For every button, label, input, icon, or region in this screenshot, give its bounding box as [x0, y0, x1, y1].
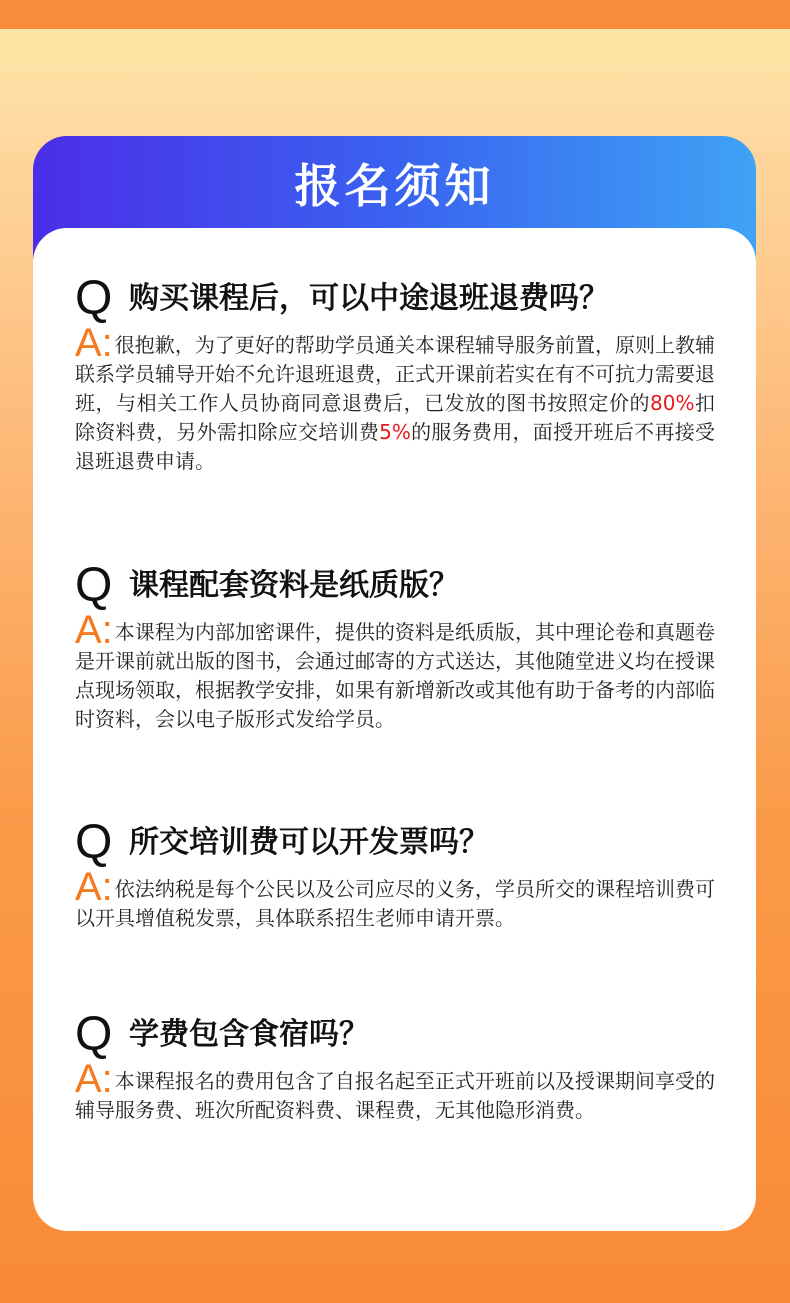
question-text: 所交培训费可以开发票吗？ [129, 825, 489, 860]
faq-item-refund [75, 271, 715, 476]
answer-segment: 本课程报名的费用包含了自报名起至正式开班前以及授课期间享受的辅导服务费、班次所配资料费、课程费，无其他隐形消费。 [75, 1069, 715, 1122]
answer-segment: 本课程为内部加密课件，提供的资料是纸质版，其中理论卷和真题卷是开课前就出版的图书，会通过邮寄的方式送达，其他随堂进义均在授课点现场领取，根据教学安排，如果有新增新改或其他有助于备考的内部临时资料，会以电子版形式发给学员。 [75, 620, 715, 731]
question-marker: Q [75, 272, 113, 325]
answer-text [75, 865, 715, 933]
answer-marker: A: [75, 608, 113, 652]
question-text: 课程配套资料是纸质版？ [129, 568, 459, 603]
answer-segment: 依法纳税是每个公民以及公司应尽的义务，学员所交的课程培训费可以开具增值税发票，具体联系招生老师申请开票。 [75, 877, 715, 930]
question-text: 购买课程后，可以中途退班退费吗？ [129, 281, 609, 316]
question-marker: Q [75, 816, 113, 869]
faq-list [33, 228, 756, 1231]
highlight-percent: 80% [650, 391, 695, 415]
faq-item-invoice [75, 815, 715, 933]
question-text: 学费包含食宿吗？ [129, 1017, 369, 1052]
answer-segment: 很抱歉，为了更好的帮助学员通关本课程辅导服务前置，原则上教辅联系学员辅导开始不允许退班退费，正式开课前若实在有不可抗力需要退班，与相关工作人员协商同意退费后，已发放的图书按照定价的 [75, 333, 715, 415]
faq-item-materials [75, 558, 715, 734]
answer-text [75, 1057, 715, 1125]
question-marker: Q [75, 1008, 113, 1061]
answer-text [75, 321, 716, 476]
page-title: 报名须知 [294, 159, 495, 213]
answer-marker: A: [75, 1057, 113, 1101]
answer-segment: 扣除资料费，另外需扣除应交培训费 [75, 391, 716, 444]
notice-card [33, 136, 756, 1231]
answer-text [75, 608, 715, 734]
answer-marker: A: [75, 865, 113, 909]
answer-marker: A: [75, 321, 113, 365]
question-marker: Q [75, 559, 113, 612]
top-band [0, 0, 790, 29]
faq-item-lodging [75, 1007, 715, 1125]
answer-segment: 的服务费用，面授开班后不再接受退班退费申请。 [75, 420, 716, 473]
highlight-percent: 5% [379, 420, 411, 444]
